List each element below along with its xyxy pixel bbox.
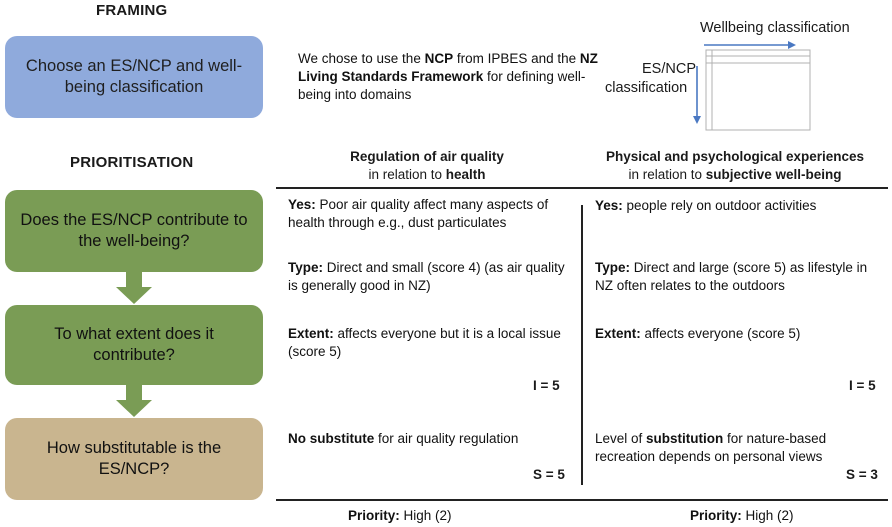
matrix-side-label-2: classification [605, 80, 688, 96]
framing-box [5, 36, 263, 118]
col2-substitution: Level of substitution for nature-based recreation depends on personal views [595, 431, 827, 464]
col2-priority: Priority: High (2) [690, 508, 794, 523]
step-substitutable-text: How substitutable is the ES/NCP? [46, 439, 222, 478]
table-top-rule [276, 187, 888, 189]
col1-yes: Yes: Poor air quality affect many aspects of health through e.g., dust particulates [288, 197, 549, 230]
table-bottom-rule [276, 499, 888, 501]
column-header-experiences: Physical and psychological experiences in relation to subjective well-being [605, 149, 865, 182]
col1-type: Type: Direct and small (score 4) (as air quality is generally good in NZ) [288, 260, 565, 293]
step-extent-text: To what extent does it contribute? [54, 325, 214, 364]
col1-substitution: No substitute for air quality regulation [288, 431, 519, 446]
col2-extent: Extent: affects everyone (score 5) [595, 326, 801, 341]
prioritisation-heading: PRIORITISATION [70, 154, 194, 171]
matrix-top-label: Wellbeing classification [700, 20, 850, 36]
step-contribute-text: Does the ES/NCP contribute to the well-being? [20, 211, 248, 250]
column-divider [581, 205, 583, 485]
framing-heading: FRAMING [96, 2, 168, 19]
col1-priority: Priority: High (2) [348, 508, 452, 523]
column-header-air-quality: Regulation of air quality in relation to health [350, 149, 504, 182]
framing-box-text: Choose an ES/NCP and well-being classification [25, 57, 243, 96]
framing-description: We chose to use the NCP from IPBES and the NZ Living Standards Framework for defining well-being into domains [298, 51, 598, 102]
arrow-down-icon [116, 272, 152, 305]
col1-extent: Extent: affects everyone but it is a local issue (score 5) [288, 326, 561, 359]
step-substitutable-box [5, 418, 263, 500]
matrix-side-label-1: ES/NCP [642, 61, 696, 77]
step-contribute-box [5, 190, 263, 272]
col2-type: Type: Direct and large (score 5) as lifestyle in NZ often relates to the outdoors [595, 260, 868, 293]
col2-yes: Yes: people rely on outdoor activities [595, 198, 817, 213]
col2-s-score: S = 3 [846, 467, 878, 482]
col2-i-score: I = 5 [849, 378, 876, 393]
col1-i-score: I = 5 [533, 378, 560, 393]
col1-s-score: S = 5 [533, 467, 565, 482]
arrow-down-icon [116, 385, 152, 418]
step-extent-box [5, 305, 263, 385]
